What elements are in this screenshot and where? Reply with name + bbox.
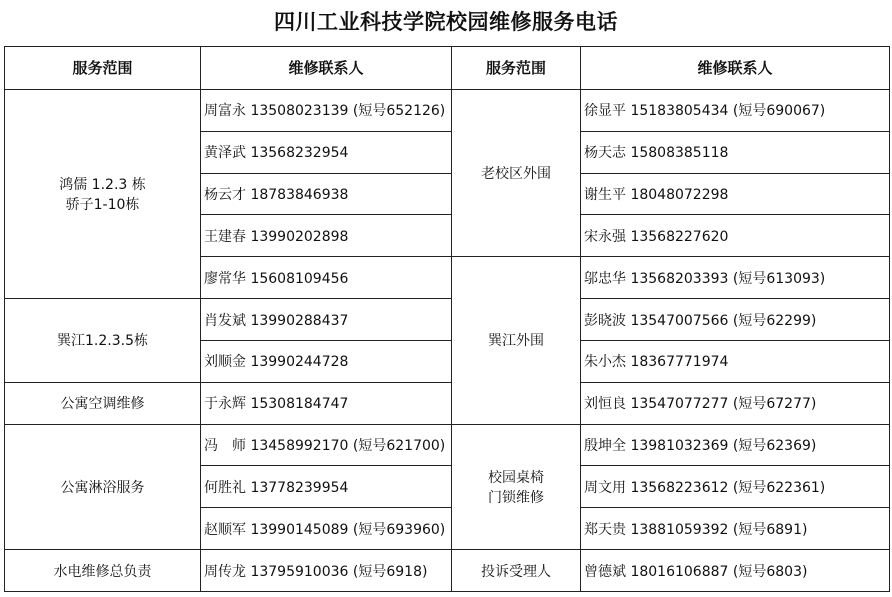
scope-label: 巽江1.2.3.5栋 [57,333,148,350]
contact-cell: 周传龙 13795910036 (短号6918) [201,550,452,592]
scope-label: 水电维修总负责 [53,563,152,580]
contact-cell: 杨云才 18783846938 [201,173,452,215]
scope-label: 鸿儒 1.2.3 栋 [59,176,146,193]
contact-cell: 冯 师 13458992170 (短号621700) [201,424,452,466]
header-row [5,47,890,90]
contact-cell: 赵顺军 13990145089 (短号693960) [201,508,452,550]
scope-label: 巽江外围 [488,333,544,350]
contact-cell: 郑天贵 13881059392 (短号6891) [581,508,890,550]
scope-cell [5,299,201,383]
scope-cell [452,257,581,424]
scope-label: 校园桌椅 [488,469,544,486]
scope-cell [452,89,581,256]
contact-cell: 宋永强 13568227620 [581,215,890,257]
scope-label: 公寓空调维修 [60,396,145,413]
scope-label: 门锁维修 [488,489,544,506]
scope-label: 老校区外围 [481,166,551,183]
contact-cell: 周文用 13568223612 (短号622361) [581,466,890,508]
table-row [5,550,890,592]
contact-cell: 王建春 13990202898 [201,215,452,257]
contact-cell: 彭晓波 13547007566 (短号62299) [581,299,890,341]
contact-cell: 廖常华 15608109456 [201,257,452,299]
scope-cell [452,550,581,592]
contact-cell: 杨天志 15808385118 [581,131,890,173]
service-phone-table [4,46,890,592]
header-scope-left: 服务范围 [5,47,201,90]
table-row [5,299,890,341]
contact-cell: 朱小杰 18367771974 [581,340,890,382]
contact-cell: 刘顺金 13990244728 [201,340,452,382]
contact-cell: 黄泽武 13568232954 [201,131,452,173]
contact-cell: 殷坤全 13981032369 (短号62369) [581,424,890,466]
table-row [5,89,890,131]
page-title: 四川工业科技学院校园维修服务电话 [274,10,618,34]
scope-cell [5,89,201,298]
contact-cell: 刘恒良 13547077277 (短号67277) [581,382,890,424]
contact-cell: 周富永 13508023139 (短号652126) [201,89,452,131]
scope-label: 公寓淋浴服务 [60,479,145,496]
scope-cell [5,550,201,592]
contact-cell: 何胜礼 13778239954 [201,466,452,508]
contact-cell: 于永辉 15308184747 [201,382,452,424]
scope-label: 骄子1-10栋 [65,196,140,213]
scope-cell [452,424,581,550]
scope-cell [5,382,201,424]
contact-cell: 邬忠华 13568203393 (短号613093) [581,257,890,299]
table-row [5,424,890,466]
scope-label: 投诉受理人 [481,563,551,580]
header-scope-right: 服务范围 [452,47,581,90]
scope-cell [5,424,201,550]
contact-cell: 肖发斌 13990288437 [201,299,452,341]
contact-cell: 徐显平 15183805434 (短号690067) [581,89,890,131]
header-contact-right: 维修联系人 [581,47,890,90]
contact-cell: 曾德斌 18016106887 (短号6803) [581,550,890,592]
header-contact-left: 维修联系人 [201,47,452,90]
contact-cell: 谢生平 18048072298 [581,173,890,215]
table-row [5,382,890,424]
